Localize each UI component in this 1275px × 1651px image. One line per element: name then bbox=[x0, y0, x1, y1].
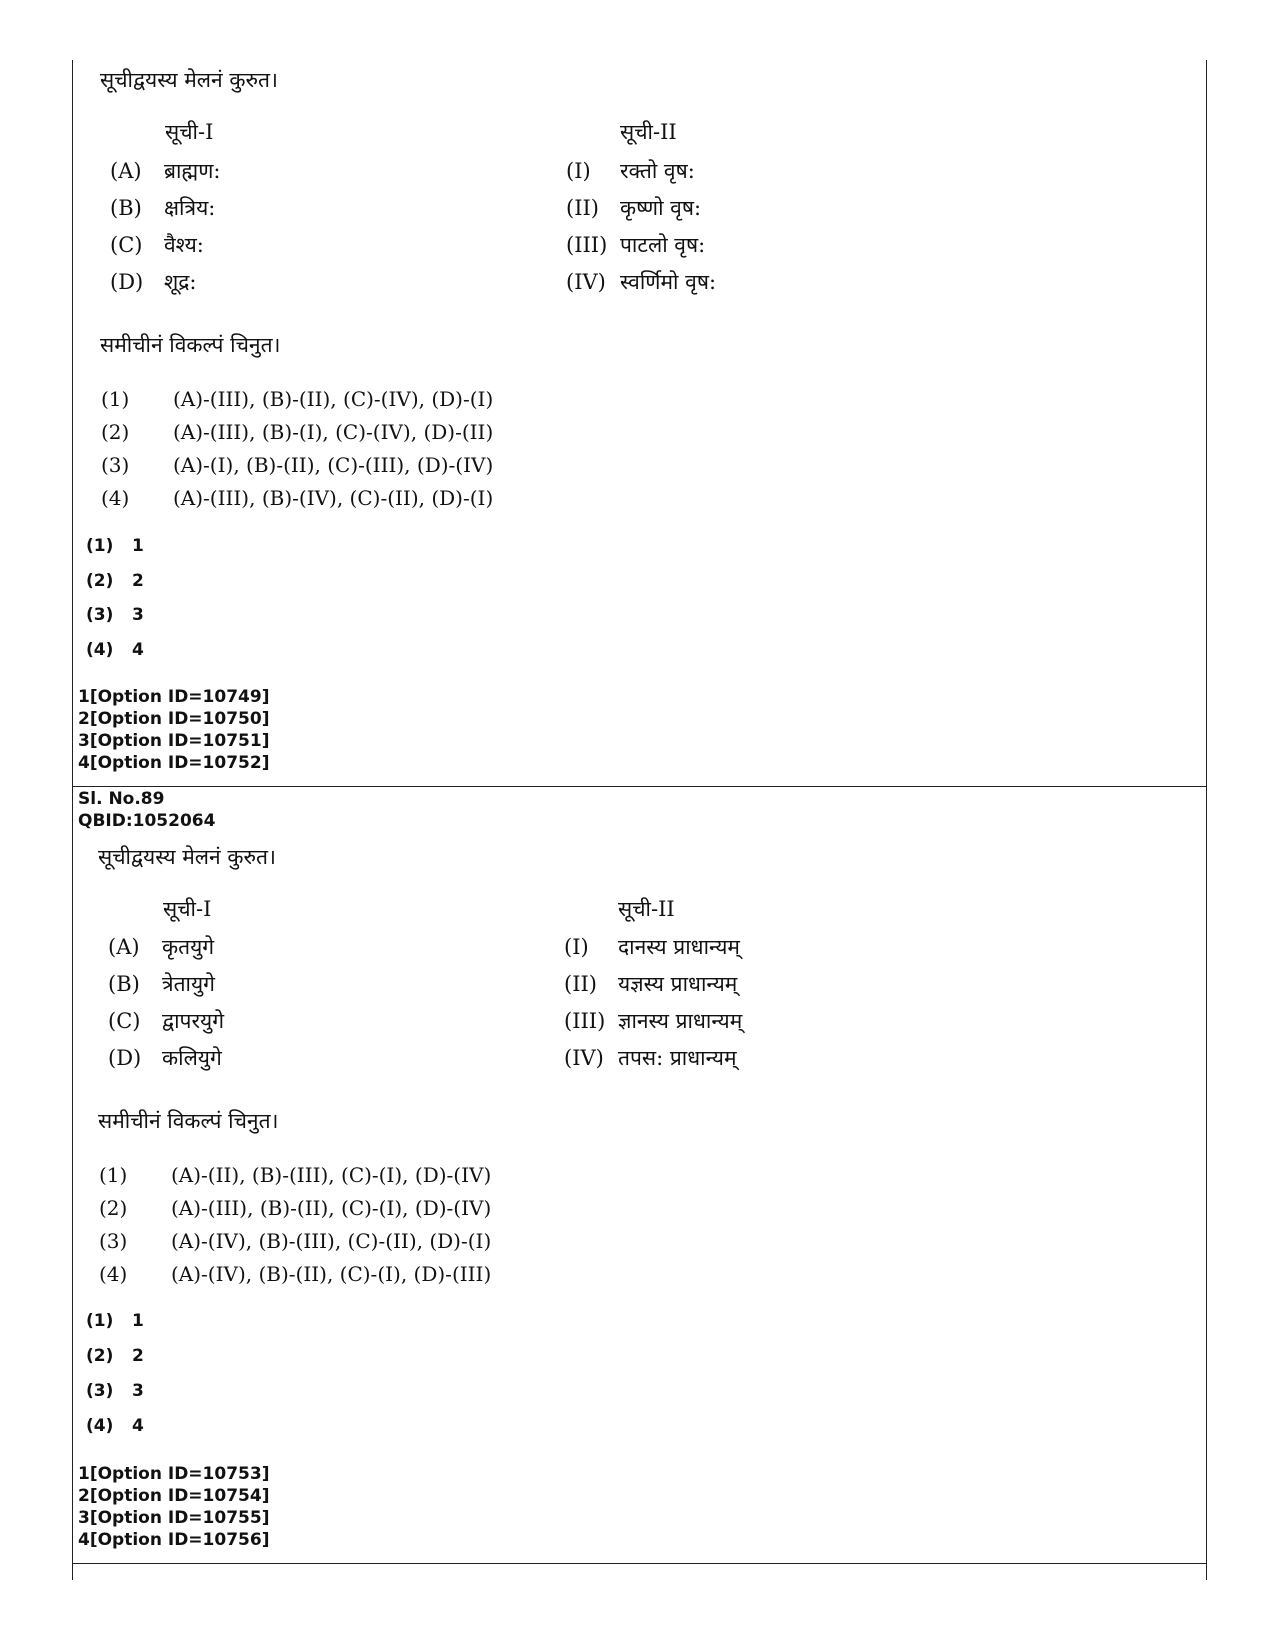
list1-row: (D) शूद्र: bbox=[110, 270, 197, 294]
option-row: (4) (A)-(III), (B)-(IV), (C)-(II), (D)-(I) bbox=[101, 486, 494, 510]
list1-row: (B) क्षत्रिय: bbox=[110, 196, 216, 220]
list1-row: (C) वैश्य: bbox=[110, 233, 204, 257]
option-row: (3) (A)-(I), (B)-(II), (C)-(III), (D)-(IV) bbox=[101, 453, 494, 477]
question-meta bbox=[78, 788, 215, 832]
answer-choice[interactable]: (2) 2 bbox=[86, 1346, 144, 1366]
list2-row: (I) रक्तो वृष: bbox=[566, 159, 695, 183]
question-divider bbox=[72, 786, 1207, 787]
list2-row: (III) पाटलो वृष: bbox=[566, 233, 706, 257]
option-row: (4) (A)-(IV), (B)-(II), (C)-(I), (D)-(III) bbox=[99, 1262, 492, 1286]
answer-choice[interactable]: (4) 4 bbox=[86, 640, 144, 660]
list2-row: (III) ज्ञानस्य प्राधान्यम् bbox=[564, 1009, 743, 1033]
list2-row: (II) यज्ञस्य प्राधान्यम् bbox=[564, 972, 738, 996]
list2-row: (I) दानस्य प्राधान्यम् bbox=[564, 935, 740, 959]
answer-choice[interactable]: (3) 3 bbox=[86, 605, 144, 625]
question-divider bbox=[72, 1563, 1207, 1564]
option-row: (1) (A)-(III), (B)-(II), (C)-(IV), (D)-(I) bbox=[101, 387, 494, 411]
answer-choice[interactable]: (1) 1 bbox=[86, 1311, 144, 1331]
question-instruction: सूचीद्वयस्य मेलनं कुरुत। bbox=[100, 68, 278, 92]
list1-row: (D) कलियुगे bbox=[108, 1046, 222, 1070]
option-row: (2) (A)-(III), (B)-(II), (C)-(I), (D)-(IV) bbox=[99, 1196, 492, 1220]
question-instruction: सूचीद्वयस्य मेलनं कुरुत। bbox=[98, 845, 276, 869]
list2-heading: सूची-II bbox=[620, 120, 677, 144]
option-id-list: 1[Option ID=10753] 2[Option ID=10754] 3[Option ID=10755] 4[Option ID=10756] bbox=[78, 1464, 270, 1550]
choose-instruction: समीचीनं विकल्पं चिनुत। bbox=[100, 333, 281, 357]
list2-row: (IV) स्वर्णिमो वृष: bbox=[566, 270, 717, 294]
list1-row: (A) ब्राह्मण: bbox=[110, 159, 221, 183]
list1-row: (B) त्रेतायुगे bbox=[108, 972, 216, 996]
answer-choice[interactable]: (2) 2 bbox=[86, 571, 144, 591]
answer-choice[interactable]: (1) 1 bbox=[86, 536, 144, 556]
answer-choice[interactable]: (4) 4 bbox=[86, 1416, 144, 1436]
qbid: QBID:1052064 bbox=[78, 811, 216, 831]
list1-heading: सूची-I bbox=[163, 897, 212, 921]
choose-instruction: समीचीनं विकल्पं चिनुत। bbox=[98, 1109, 279, 1133]
serial-number: Sl. No.89 bbox=[78, 789, 165, 809]
list1-heading: सूची-I bbox=[165, 120, 214, 144]
option-id-list: 1[Option ID=10749] 2[Option ID=10750] 3[Option ID=10751] 4[Option ID=10752] bbox=[78, 687, 270, 773]
list2-row: (IV) तपस: प्राधान्यम् bbox=[564, 1046, 737, 1070]
option-row: (3) (A)-(IV), (B)-(III), (C)-(II), (D)-(I) bbox=[99, 1229, 492, 1253]
list1-row: (C) द्वापरयुगे bbox=[108, 1009, 225, 1033]
list2-row: (II) कृष्णो वृष: bbox=[566, 196, 702, 220]
option-row: (2) (A)-(III), (B)-(I), (C)-(IV), (D)-(II) bbox=[101, 420, 494, 444]
list2-heading: सूची-II bbox=[618, 897, 675, 921]
list1-row: (A) कृतयुगे bbox=[108, 935, 215, 959]
option-row: (1) (A)-(II), (B)-(III), (C)-(I), (D)-(IV) bbox=[99, 1163, 492, 1187]
answer-choice[interactable]: (3) 3 bbox=[86, 1381, 144, 1401]
